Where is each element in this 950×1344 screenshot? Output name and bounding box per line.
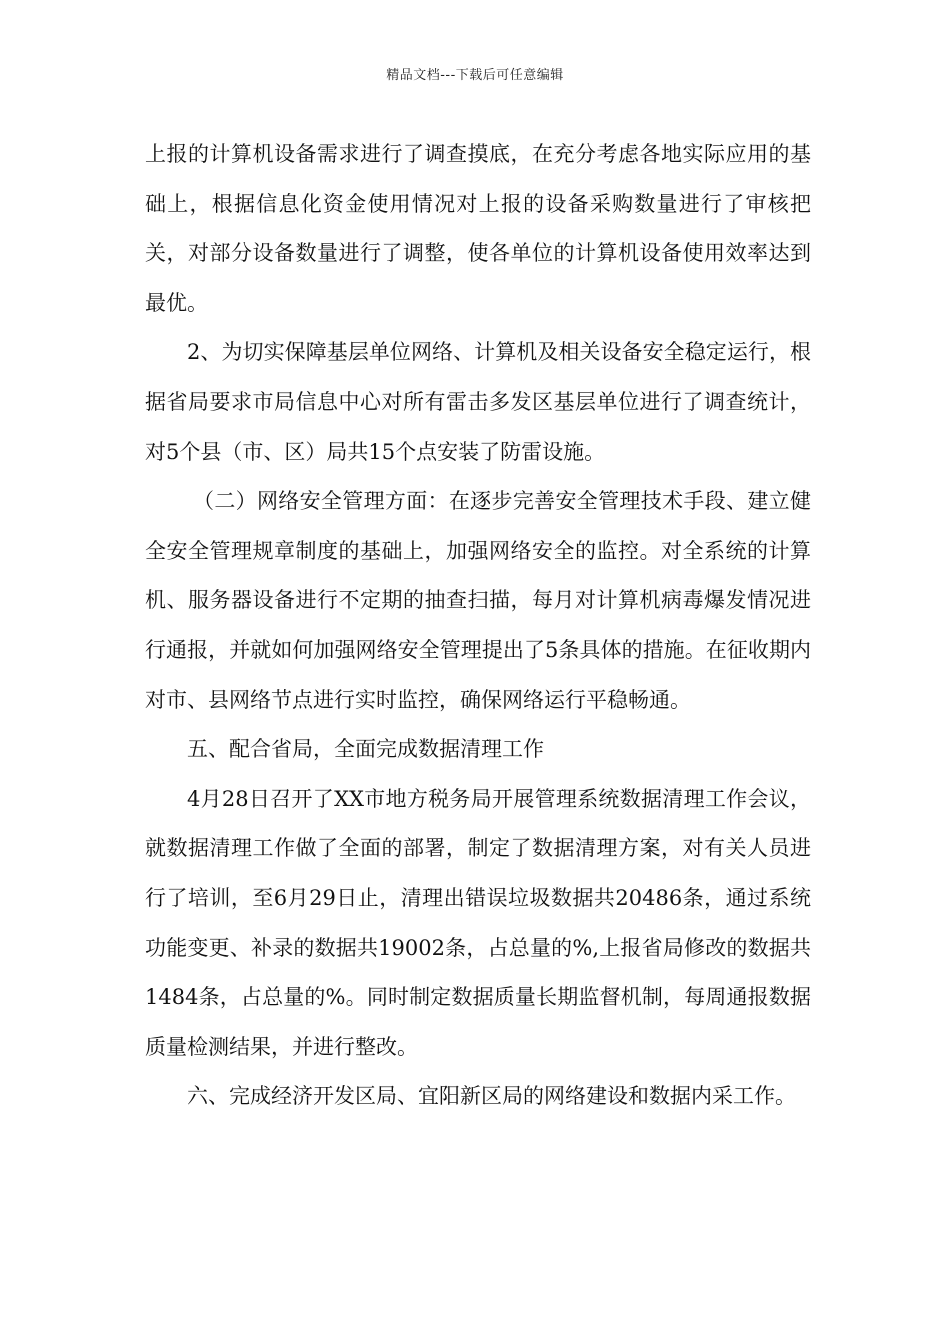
paragraph-equipment-survey: 上报的计算机设备需求进行了调查摸底，在充分考虑各地实际应用的基础上，根据信息化资金使用情况对上报的设备采购数量进行了审核把关，对部分设备数量进行了调整，使各单位的计算机设备使用效率达到最优。 (145, 142, 811, 315)
paragraph-network-security: （二）网络安全管理方面：在逐步完善安全管理技术手段、建立健全安全管理规章制度的基础上，加强网络安全的监控。对全系统的计算机、服务器设备进行不定期的抽查扫描，每月对计算机病毒爆发情况进行通报，并就如何加强网络安全管理提出了5条具体的措施。在征收期内对市、县网络节点进行实时监控，确保网络运行平稳畅通。 (145, 489, 811, 712)
section-heading-data-cleanup: 五、配合省局，全面完成数据清理工作 (187, 737, 544, 762)
paragraph-lightning-protection: 2、为切实保障基层单位网络、计算机及相关设备安全稳定运行，根据省局要求市局信息中心对所有雷击多发区基层单位进行了调查统计，对5个县（市、区）局共15个点安装了防雷设施。 (145, 340, 811, 464)
section-heading-network-construction: 六、完成经济开发区局、宜阳新区局的网络建设和数据内采工作。 (187, 1084, 796, 1109)
document-body (145, 130, 811, 1122)
paragraph-data-cleanup: 4月28日召开了XX市地方税务局开展管理系统数据清理工作会议，就数据清理工作做了全面的部署，制定了数据清理方案，对有关人员进行了培训，至6月29日止，清理出错误垃圾数据共20486条，通过系统功能变更、补录的数据共19002条，占总量的%,上报省局修改的数据共1484条，占总量的%。同时制定数据质量长期监督机制，每周通报数据质量检测结果，并进行整改。 (145, 786, 811, 1059)
page-header: 精品文档---下载后可任意编辑 (386, 68, 564, 83)
